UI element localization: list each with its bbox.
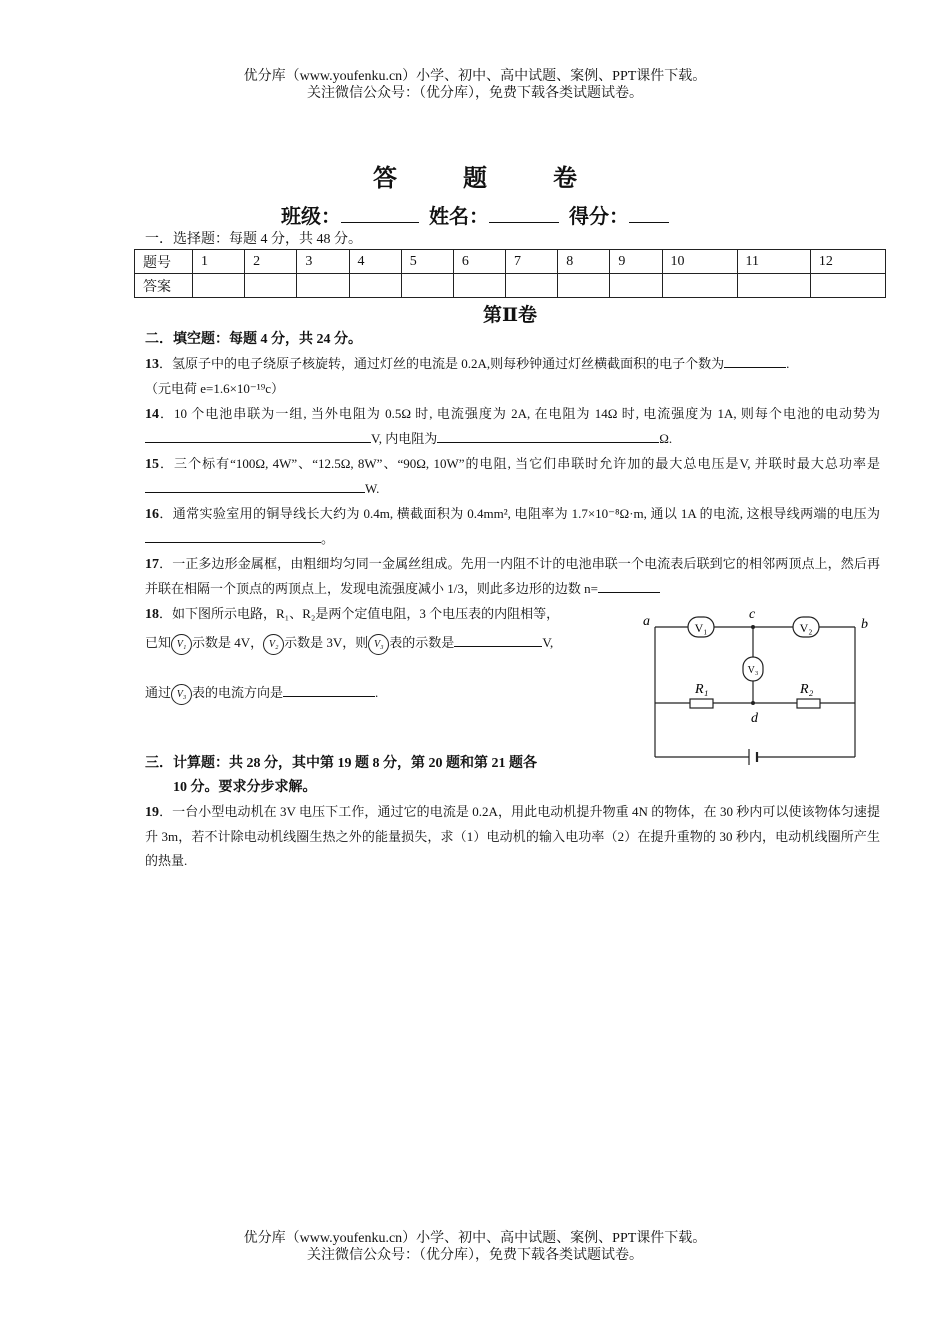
question-17: [145, 552, 880, 601]
question-14: [145, 402, 880, 451]
question-text: ．氢原子中的电子绕原子核旋转，通过灯丝的电流是 0.2A,则每秒钟通过灯丝横截面积的电子个数为: [159, 356, 725, 371]
question-text-mid: V, 并联时最大总功率是: [739, 456, 880, 471]
question-text: ．10 个电池串联为一组, 当外电阻为 0.5Ω 时, 电流强度为 2A, 在电阻为 14Ω 时, 电流强度为 1A, 则每个电池的电动势为: [159, 406, 880, 421]
row-label-number: 题号: [135, 250, 193, 274]
question-18-line3: [145, 680, 625, 706]
answer-cell[interactable]: [193, 274, 245, 298]
question-number: 10: [662, 250, 737, 274]
question-text: ．通常实验室用的铜导线长大约为 0.4m, 横截面积为 0.4mm², 电阻率为 1.7×10⁻⁸Ω·m, 通以 1A 的电流, 这根导线两端的电压为: [159, 506, 880, 521]
voltmeter-v1-label: V₁: [694, 621, 708, 635]
answer-blank[interactable]: [437, 428, 659, 443]
question-18-line2: [145, 630, 625, 656]
question-number: 18: [145, 607, 159, 622]
question-number: 2: [245, 250, 297, 274]
answer-blank[interactable]: [145, 528, 321, 543]
answer-table-answer-row: [135, 274, 886, 298]
voltmeter-v2-label: V₂: [799, 621, 813, 635]
question-text: 示数是 4V，: [192, 635, 264, 650]
resistor-r2: [797, 699, 820, 708]
section-3-line1: 三．计算题：共 28 分，其中第 19 题 8 分，第 20 题和第 21 题各: [145, 756, 537, 771]
question-text-end: W.: [365, 481, 380, 496]
answer-blank[interactable]: [724, 353, 786, 368]
question-number: 14: [145, 407, 159, 422]
answer-cell[interactable]: [401, 274, 453, 298]
question-19: [145, 800, 880, 873]
question-text-end: 。: [321, 531, 335, 546]
answer-blank[interactable]: [145, 478, 365, 493]
section-2-heading: 二．填空题：每题 4 分，共 24 分。: [145, 332, 362, 347]
label-r1: R₁: [695, 682, 709, 697]
page-title: [0, 158, 950, 193]
resistor-r1: [690, 699, 713, 708]
class-label: 班级：: [281, 206, 341, 228]
question-number: 3: [297, 250, 349, 274]
answer-table: [134, 249, 886, 298]
answer-cell[interactable]: [453, 274, 505, 298]
answer-cell[interactable]: [610, 274, 662, 298]
question-text-end: .: [786, 356, 790, 371]
voltmeter-v2: [793, 617, 819, 637]
question-text: V,: [542, 635, 554, 650]
question-text: 表的电流方向是: [192, 685, 284, 700]
question-text-mid: V, 内电阻为: [371, 431, 438, 446]
question-13: [145, 352, 880, 401]
question-text: ．三个标有“100Ω, 4W”、“12.5Ω, 8W”、“90Ω, 10W”的电阻, 当它们串联时允许加的最大总电压是: [159, 456, 740, 471]
node-d: [751, 701, 755, 705]
question-number: 9: [610, 250, 662, 274]
answer-cell[interactable]: [737, 274, 810, 298]
name-label: 姓名：: [429, 206, 489, 228]
answer-blank[interactable]: [283, 682, 375, 697]
answer-cell[interactable]: [662, 274, 737, 298]
label-a: a: [643, 614, 650, 629]
battery-icon: [749, 749, 757, 765]
question-text: .: [375, 685, 379, 700]
score-label: 得分：: [569, 206, 629, 228]
question-number: 4: [349, 250, 401, 274]
question-number: 12: [810, 250, 885, 274]
answer-cell[interactable]: [245, 274, 297, 298]
title-char-2: 题: [463, 166, 487, 192]
voltmeter-v2-icon: V₂: [263, 634, 284, 655]
question-number: 17: [145, 557, 159, 572]
answer-cell[interactable]: [810, 274, 885, 298]
answer-cell[interactable]: [506, 274, 558, 298]
question-18: [145, 602, 625, 627]
name-blank[interactable]: [489, 204, 559, 223]
question-number: 7: [506, 250, 558, 274]
question-number: 15: [145, 457, 159, 472]
section-1-heading: 一．选择题：每题 4 分，共 48 分。: [145, 232, 362, 247]
question-number: 6: [453, 250, 505, 274]
question-text: 已知: [145, 635, 172, 650]
question-number: 5: [401, 250, 453, 274]
question-text: 表的示数是: [389, 635, 455, 650]
question-text: ．如下图所示电路，R₁、R₂是两个定值电阻，3 个电压表的内阻相等，: [159, 606, 560, 621]
page-header-line1: 优分库（www.youfenku.cn）小学、初中、高中试题、案例、PPT课件下载。: [243, 69, 707, 84]
label-b: b: [861, 617, 868, 632]
question-text: 通过: [145, 685, 172, 700]
question-number: 1: [193, 250, 245, 274]
answer-cell[interactable]: [558, 274, 610, 298]
voltmeter-v3-label: V₃: [747, 665, 759, 676]
question-number: 8: [558, 250, 610, 274]
row-label-answer: 答案: [135, 274, 193, 298]
student-info-line: [0, 200, 950, 229]
answer-cell[interactable]: [297, 274, 349, 298]
answer-blank[interactable]: [454, 632, 542, 647]
question-text: 示数是 3V，则: [284, 635, 369, 650]
question-note: （元电荷 e=1.6×10⁻¹⁹c）: [145, 381, 284, 396]
answer-cell[interactable]: [349, 274, 401, 298]
page-header-line2: 关注微信公众号：（优分库），免费下载各类试题试卷。: [307, 86, 643, 101]
answer-blank[interactable]: [598, 578, 660, 593]
section-3-line2: 10 分。要求分步求解。: [173, 780, 317, 795]
voltmeter-v3: [743, 657, 763, 681]
question-text-end: Ω.: [659, 431, 673, 446]
page-footer-line1: 优分库（www.youfenku.cn）小学、初中、高中试题、案例、PPT课件下载。: [243, 1231, 707, 1246]
question-number: 11: [737, 250, 810, 274]
question-number: 16: [145, 507, 159, 522]
question-number: 19: [145, 805, 159, 820]
node-c: [751, 625, 755, 629]
question-number: 13: [145, 357, 159, 372]
question-text: ．一台小型电动机在 3V 电压下工作，通过它的电流是 0.2A，用此电动机提升物重 4N 的物体，在 30 秒内可以使该物体匀速提升 3m，若不计除电动机线圈生热之外的能量损失，求（1）电动机的输入电功率（2）在提升重物的 30 秒内，电动机线圈所产生的热量.: [145, 804, 880, 868]
part-2-title: 第Ⅱ卷: [482, 305, 537, 326]
page-footer-line2: 关注微信公众号：（优分库），免费下载各类试题试卷。: [307, 1248, 643, 1263]
question-text: ．一正多边形金属框，由粗细均匀同一金属丝组成。先用一内阻不计的电池串联一个电流表后联到它的相邻两顶点上，然后再并联在相隔一个顶点的两顶点上，发现电流强度减小 1/3，则此多边形的边数 n=: [145, 556, 880, 596]
title-char-3: 卷: [553, 166, 577, 192]
score-blank[interactable]: [629, 204, 669, 223]
voltmeter-v3-icon: V₃: [368, 634, 389, 655]
voltmeter-v1-icon: V₁: [171, 634, 192, 655]
label-c: c: [749, 607, 756, 622]
answer-blank[interactable]: [145, 428, 371, 443]
voltmeter-v3-icon: V₃: [171, 684, 192, 705]
class-blank[interactable]: [341, 204, 419, 223]
circuit-diagram: [635, 605, 880, 765]
voltmeter-v1: [688, 617, 714, 637]
label-r2: R₂: [800, 682, 814, 697]
answer-table-number-row: [135, 250, 886, 274]
question-16: [145, 502, 880, 551]
label-d: d: [751, 711, 758, 726]
section-3-heading: [145, 752, 625, 800]
question-15: [145, 452, 880, 501]
title-char-1: 答: [373, 166, 397, 192]
